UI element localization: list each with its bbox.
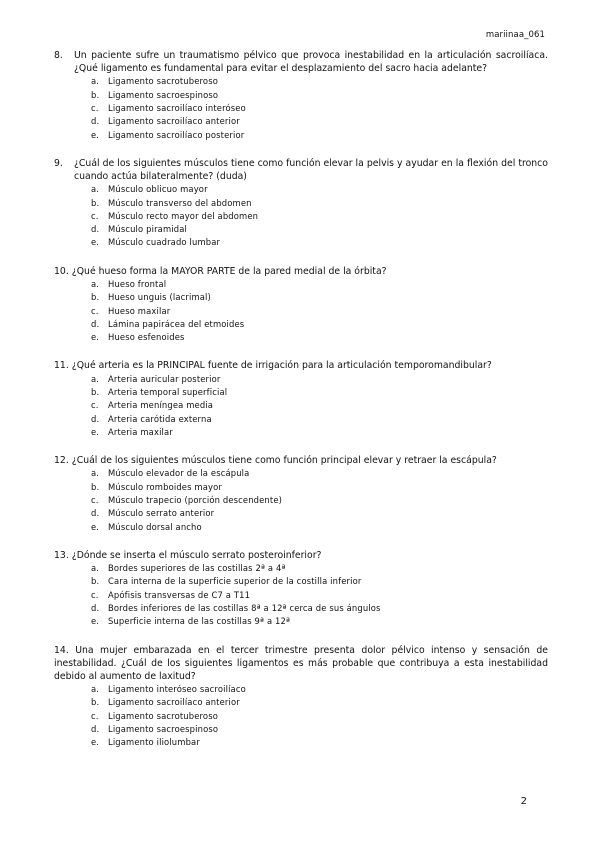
question-number: 9.: [54, 157, 63, 169]
question-13: [54, 549, 548, 629]
question-text: Una mujer embarazada en el tercer trimestre presenta dolor pélvico intenso y sensación de inestabilidad. ¿Cuál de los siguientes ligamentos es más probable que contribuya a esta inestabilidad debido al aumento de laxitud?: [54, 644, 548, 682]
question-14: [54, 644, 548, 750]
question-number: 8.: [54, 50, 63, 61]
question-10: [54, 265, 548, 345]
option-letter: c.: [91, 589, 99, 600]
question-text: ¿Qué arteria es la PRINCIPAL fuente de irrigación para la articulación temporomandibular?: [71, 360, 492, 372]
option-letter: e.: [91, 237, 100, 248]
option-text: Músculo piramidal: [108, 224, 187, 235]
option-letter: c.: [91, 400, 99, 411]
option-letter: c.: [91, 494, 99, 505]
option-letter: a.: [91, 184, 100, 195]
option-text: Músculo transverso del abdomen: [108, 197, 252, 208]
option-list: [54, 562, 548, 628]
option-text: Músculo dorsal ancho: [108, 521, 202, 532]
option-letter: a.: [91, 684, 100, 695]
option-c[interactable]: [91, 305, 548, 318]
option-letter: e.: [91, 426, 100, 437]
option-b[interactable]: [91, 386, 548, 399]
option-text: Ligamento sacrotuberoso: [108, 76, 218, 87]
question-text: ¿Cuál de los siguientes músculos tiene como función elevar la pelvis y ayudar en la flexión del tronco cuando actúa bilateralmente? (duda): [74, 157, 548, 183]
option-letter: e.: [91, 332, 100, 343]
option-c[interactable]: [91, 589, 548, 602]
question-text-block: [54, 644, 548, 684]
option-d[interactable]: [91, 318, 548, 331]
option-letter: c.: [91, 710, 99, 721]
option-text: Músculo elevador de la escápula: [108, 468, 250, 479]
option-b[interactable]: [91, 481, 548, 494]
option-text: Bordes superiores de las costillas 2ª a 4ª: [108, 563, 286, 574]
option-c[interactable]: [91, 710, 548, 723]
option-text: Hueso unguis (lacrimal): [108, 292, 211, 303]
question-text: ¿Qué hueso forma la MAYOR PARTE de la pared medial de la órbita?: [71, 265, 387, 277]
option-text: Ligamento sacrotuberoso: [108, 710, 218, 721]
option-list: [54, 467, 548, 533]
option-list: [54, 373, 548, 439]
option-letter: d.: [91, 116, 100, 127]
option-d[interactable]: [91, 602, 548, 615]
option-letter: b.: [91, 292, 100, 303]
option-text: Arteria meníngea media: [108, 400, 214, 411]
question-number: 13.: [54, 549, 69, 561]
question-12: [54, 454, 548, 534]
option-d[interactable]: [91, 115, 548, 128]
option-letter: c.: [91, 103, 99, 113]
option-b[interactable]: [91, 575, 548, 588]
option-text: Ligamento sacroilíaco anterior: [108, 116, 240, 127]
question-11: [54, 359, 548, 439]
option-letter: c.: [91, 305, 99, 316]
option-letter: e.: [91, 129, 100, 140]
page-number: 2: [520, 796, 527, 807]
option-a[interactable]: [91, 683, 548, 696]
option-a[interactable]: [91, 183, 548, 196]
option-text: Arteria maxilar: [108, 426, 173, 437]
option-text: Hueso frontal: [108, 278, 167, 289]
question-number: 14.: [54, 644, 69, 656]
question-text: ¿Dónde se inserta el músculo serrato posteroinferior?: [71, 549, 322, 561]
option-letter: c.: [91, 210, 99, 221]
question-9: [54, 157, 548, 250]
option-letter: a.: [91, 76, 100, 87]
option-list: [54, 683, 548, 749]
option-d[interactable]: [91, 413, 548, 426]
option-letter: d.: [91, 508, 100, 519]
option-text: Ligamento sacroespinoso: [108, 89, 219, 100]
option-e[interactable]: [91, 129, 548, 142]
option-e[interactable]: [91, 521, 548, 534]
option-list: [54, 183, 548, 249]
option-letter: b.: [91, 481, 100, 492]
option-a[interactable]: [91, 562, 548, 575]
option-text: Cara interna de la superficie superior de la costilla inferior: [108, 576, 362, 587]
option-list: [54, 75, 548, 141]
option-text: Músculo trapecio (porción descendente): [108, 494, 283, 505]
option-letter: b.: [91, 89, 100, 100]
option-text: Arteria auricular posterior: [108, 373, 221, 384]
option-letter: d.: [91, 318, 100, 329]
option-a[interactable]: [91, 278, 548, 291]
option-text: Ligamento sacroilíaco interóseo: [108, 103, 246, 113]
option-a[interactable]: [91, 373, 548, 386]
option-text: Ligamento sacroilíaco anterior: [108, 697, 240, 708]
option-e[interactable]: [91, 615, 548, 628]
option-letter: a.: [91, 278, 100, 289]
option-letter: a.: [91, 373, 100, 384]
option-text: Arteria carótida externa: [108, 413, 212, 424]
option-letter: b.: [91, 197, 100, 208]
option-letter: d.: [91, 602, 100, 613]
option-a[interactable]: [91, 75, 548, 88]
option-text: Ligamento sacroilíaco posterior: [108, 129, 245, 140]
option-d[interactable]: [91, 723, 548, 736]
option-b[interactable]: [91, 291, 548, 304]
option-text: Hueso esfenoides: [108, 332, 185, 343]
option-text: Bordes inferiores de las costillas 8ª a 12ª cerca de sus ángulos: [108, 602, 381, 613]
option-e[interactable]: [91, 736, 548, 749]
option-letter: d.: [91, 724, 100, 735]
option-d[interactable]: [91, 223, 548, 236]
option-text: Ligamento interóseo sacroilíaco: [108, 684, 246, 695]
option-letter: b.: [91, 697, 100, 708]
question-number: 10.: [54, 265, 69, 277]
option-text: Músculo serrato anterior: [108, 508, 215, 519]
option-e[interactable]: [91, 426, 548, 439]
option-b[interactable]: [91, 89, 548, 102]
option-list: [54, 278, 548, 344]
option-letter: d.: [91, 413, 100, 424]
option-a[interactable]: [91, 467, 548, 480]
option-text: Ligamento sacroespinoso: [108, 724, 219, 735]
option-text: Apófisis transversas de C7 a T11: [108, 589, 251, 600]
option-text: Hueso maxilar: [108, 305, 171, 316]
option-c[interactable]: [91, 102, 548, 115]
document-header-label: mariinaa_061: [485, 30, 545, 40]
option-e[interactable]: [91, 236, 548, 249]
option-c[interactable]: [91, 399, 548, 412]
option-text: Superficie interna de las costillas 9ª a 12ª: [108, 616, 291, 627]
option-letter: d.: [91, 224, 100, 235]
option-b[interactable]: [91, 696, 548, 709]
option-text: Arteria temporal superficial: [108, 386, 228, 397]
option-text: Músculo cuadrado lumbar: [108, 237, 221, 248]
option-letter: e.: [91, 521, 100, 532]
question-number: 12.: [54, 455, 69, 467]
option-letter: e.: [91, 737, 100, 748]
question-text: ¿Cuál de los siguientes músculos tiene como función principal elevar y retraer la escápula?: [71, 455, 497, 467]
option-b[interactable]: [91, 197, 548, 210]
option-c[interactable]: [91, 210, 548, 223]
option-d[interactable]: [91, 507, 548, 520]
question-number: 11.: [54, 360, 69, 372]
option-c[interactable]: [91, 494, 548, 507]
option-e[interactable]: [91, 331, 548, 344]
option-letter: e.: [91, 616, 100, 627]
question-8: [54, 49, 548, 142]
option-letter: b.: [91, 386, 100, 397]
option-text: Ligamento iliolumbar: [108, 737, 200, 748]
question-list: [54, 49, 548, 765]
option-text: Músculo recto mayor del abdomen: [108, 210, 259, 221]
option-text: Músculo oblicuo mayor: [108, 184, 208, 195]
option-letter: b.: [91, 576, 100, 587]
question-text: Un paciente sufre un traumatismo pélvico que provoca inestabilidad en la articulación sacroilíaca. ¿Qué ligamento es fundamental para evitar el desplazamiento del sacro hacia adelante?: [74, 50, 548, 75]
option-text: Lámina papirácea del etmoides: [108, 318, 245, 329]
option-letter: a.: [91, 563, 100, 574]
option-text: Músculo romboides mayor: [108, 481, 222, 492]
option-letter: a.: [91, 468, 100, 479]
